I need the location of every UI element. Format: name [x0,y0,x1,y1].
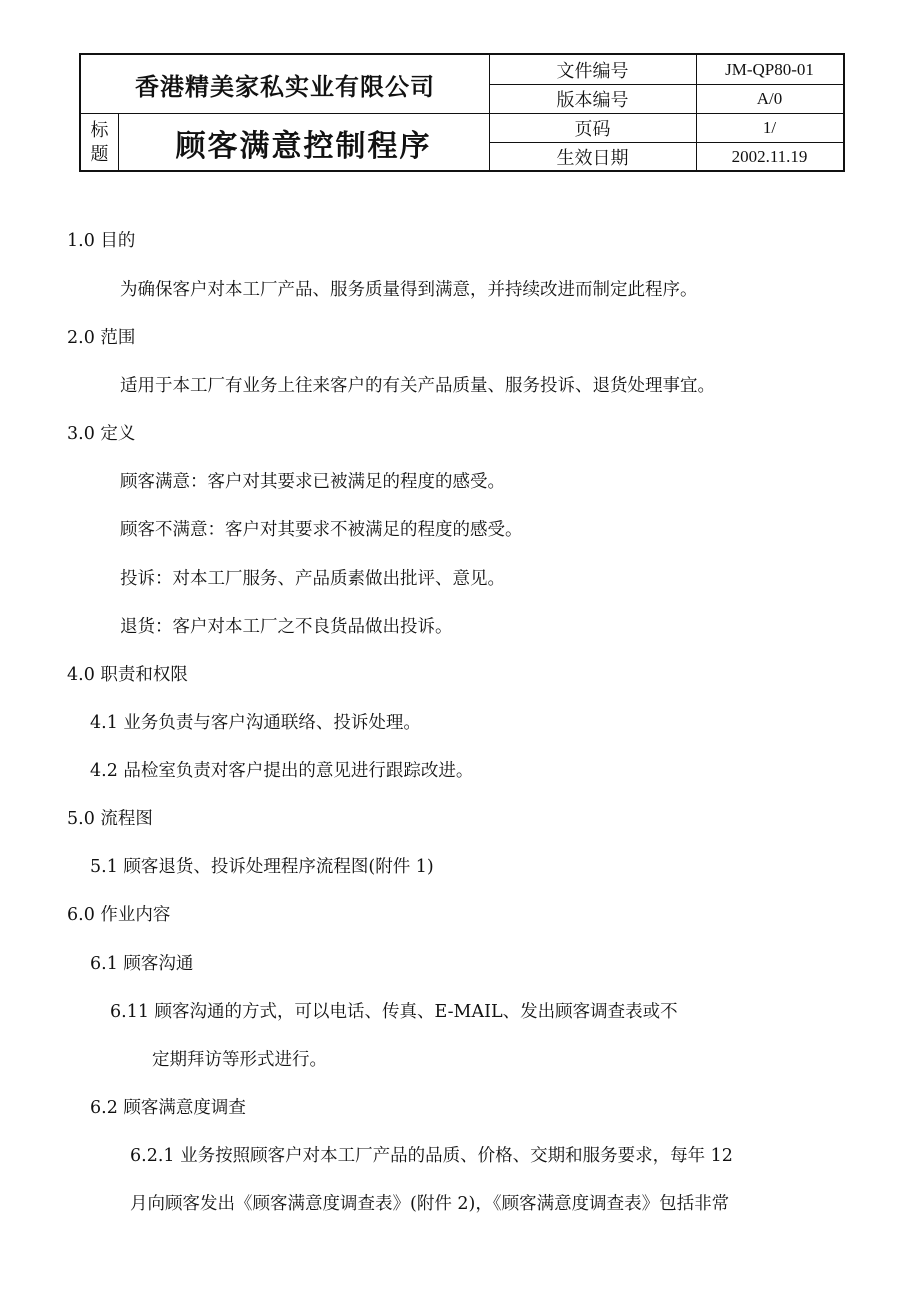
doc-number-label: 文件编号 [556,60,629,82]
effective-date-value: 2002.11.19 [731,146,808,166]
document-title: 顾客满意控制程序 [175,128,432,164]
paragraph-line: 定期拜访等形式进行。 [152,1050,327,1070]
title-label-char-2: 题 [90,143,109,165]
flowchart-item: 5.1 顾客退货、投诉处理程序流程图(附件 1) [90,857,434,877]
page-label: 页码 [574,118,611,140]
document-header-table [79,53,845,172]
paragraph-line: 月向顾客发出《顾客满意度调查表》(附件 2)，《顾客满意度调查表》包括非常 [130,1194,730,1214]
doc-number-value: JM-QP80-01 [725,59,814,79]
page-value: 1/ [762,117,777,137]
definition-item: 退货：客户对本工厂之不良货品做出投诉。 [120,617,453,637]
subsection-heading: 6.1 顾客沟通 [90,954,194,974]
title-label [81,113,118,172]
section-heading-purpose: 1.0 目的 [67,231,136,251]
title-label-char-1: 标 [90,119,109,141]
scope-text: 适用于本工厂有业务上往来客户的有关产品质量、服务投诉、退货处理事宜。 [120,376,715,396]
paragraph-line: 6.2.1 业务按照顾客户对本工厂产品的品质、价格、交期和服务要求，每年 12 [130,1146,733,1166]
version-label: 版本编号 [556,89,629,111]
subsection-heading: 6.2 顾客满意度调查 [90,1098,246,1118]
definition-item: 顾客满意：客户对其要求已被满足的程度的感受。 [120,472,505,492]
section-heading-flowchart: 5.0 流程图 [67,809,153,829]
definition-item: 顾客不满意：客户对其要求不被满足的程度的感受。 [120,520,523,540]
section-heading-definitions: 3.0 定义 [67,424,136,444]
section-heading-scope: 2.0 范围 [67,328,136,348]
version-value: A/0 [756,88,783,108]
paragraph-line: 6.11 顾客沟通的方式，可以电话、传真、E-MAIL、发出顾客调查表或不 [110,1002,678,1022]
section-heading-work-content: 6.0 作业内容 [67,905,171,925]
section-heading-responsibilities: 4.0 职责和权限 [67,665,188,685]
responsibility-item: 4.1 业务负责与客户沟通联络、投诉处理。 [90,713,421,733]
definition-item: 投诉：对本工厂服务、产品质素做出批评、意见。 [120,569,505,589]
responsibility-item: 4.2 品检室负责对客户提出的意见进行跟踪改进。 [90,761,474,781]
purpose-text: 为确保客户对本工厂产品、服务质量得到满意，并持续改进而制定此程序。 [120,280,698,300]
company-name: 香港精美家私实业有限公司 [135,72,435,101]
effective-date-label: 生效日期 [556,147,629,169]
